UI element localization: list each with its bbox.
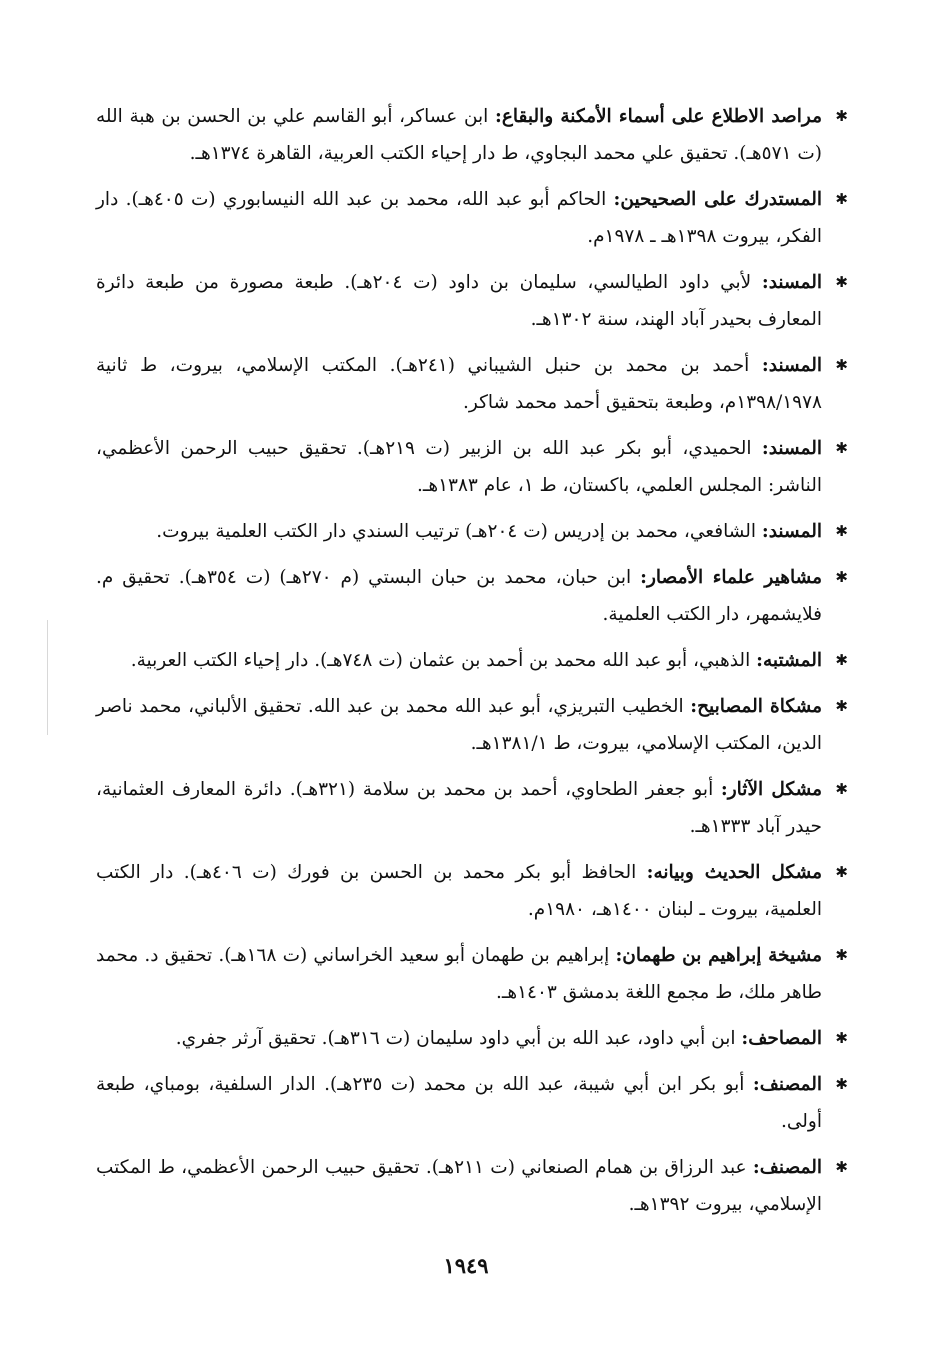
bibliography-entry xyxy=(96,181,848,255)
bullet-star-icon: ✱ xyxy=(835,780,848,798)
bullet-star-icon: ✱ xyxy=(835,522,848,540)
entry-title: مشكل الآثار: xyxy=(720,779,822,800)
entry-text: ابن حبان، محمد بن حبان البستي (م ٢٧٠هـ) (ت ٣٥٤هـ). تحقيق م. فلايشمهر، دار الكتب العلمية. xyxy=(96,567,822,625)
entry-text: أبو بكر ابن أبي شيبة، عبد الله بن محمد (ت ٢٣٥هـ). الدار السلفية، بومباي، طبعة أولى. xyxy=(96,1074,822,1132)
page-number: ١٩٤٩ xyxy=(443,1253,489,1278)
bibliography-entry xyxy=(96,98,848,172)
bibliography-entry xyxy=(96,937,848,1011)
entry-title: المشتبه: xyxy=(756,650,822,671)
bullet-star-icon: ✱ xyxy=(835,107,848,125)
bibliography-entry xyxy=(96,854,848,928)
bullet-star-icon: ✱ xyxy=(835,190,848,208)
margin-scan-line xyxy=(47,620,48,735)
bullet-star-icon: ✱ xyxy=(835,439,848,457)
bibliography-entry xyxy=(96,347,848,421)
entry-text: الحميدي، أبو بكر عبد الله بن الزبير (ت ٢١٩هـ). تحقيق حبيب الرحمن الأعظمي، الناشر: المجلس العلمي، باكستان، ط ١، عام ١٣٨٣هـ. xyxy=(96,438,822,496)
entry-title: مراصد الاطلاع على أسماء الأمكنة والبقاع: xyxy=(495,106,822,127)
entry-text: الخطيب التبريزي، أبو عبد الله محمد بن عبد الله. تحقيق الألباني، محمد ناصر الدين، المكتب الإسلامي، بيروت، ط ١٣٨١/١هـ. xyxy=(96,696,822,754)
entry-title: المسند: xyxy=(761,521,822,542)
bullet-star-icon: ✱ xyxy=(835,651,848,669)
entry-text: ابن أبي داود، عبد الله بن أبي داود سليمان (ت ٣١٦هـ). تحقيق آرثر جفري. xyxy=(175,1028,736,1049)
entry-text: الشافعي، محمد بن إدريس (ت ٢٠٤هـ) ترتيب السندي دار الكتب العلمية بيروت. xyxy=(156,521,756,542)
bibliography-entry xyxy=(96,1020,848,1057)
entry-title: المصاحف: xyxy=(741,1028,822,1049)
entry-title: المسند: xyxy=(761,272,822,293)
entry-title: مشاهير علماء الأمصار: xyxy=(640,567,822,588)
entry-text: لأبي داود الطيالسي، سليمان بن داود (ت ٢٠٤هـ). طبعة مصورة من طبعة دائرة المعارف بحيدر آباد الهند، سنة ١٣٠٢هـ. xyxy=(96,272,822,330)
bibliography-entry xyxy=(96,513,848,550)
bibliography-entry xyxy=(96,688,848,762)
entry-text: إبراهيم بن طهمان أبو سعيد الخراساني (ت ١٦٨هـ). تحقيق د. محمد طاهر ملك، ط مجمع اللغة بدمشق ١٤٠٣هـ. xyxy=(96,945,822,1003)
bullet-star-icon: ✱ xyxy=(835,568,848,586)
entry-title: المصنف: xyxy=(752,1157,822,1178)
bibliography-list xyxy=(96,98,848,1232)
bullet-star-icon: ✱ xyxy=(835,273,848,291)
bibliography-entry xyxy=(96,1149,848,1223)
entry-title: المسند: xyxy=(761,438,822,459)
bullet-star-icon: ✱ xyxy=(835,697,848,715)
entry-title: مشكل الحديث وبيانه: xyxy=(646,862,822,883)
entry-title: مشكاة المصابيح: xyxy=(690,696,822,717)
bibliography-entry xyxy=(96,771,848,845)
entry-title: المستدرك على الصحيحين: xyxy=(613,189,822,210)
bibliography-entry xyxy=(96,1066,848,1140)
bibliography-entry xyxy=(96,264,848,338)
bullet-star-icon: ✱ xyxy=(835,1075,848,1093)
bullet-star-icon: ✱ xyxy=(835,863,848,881)
entry-text: عبد الرزاق بن همام الصنعاني (ت ٢١١هـ). تحقيق حبيب الرحمن الأعظمي، ط المكتب الإسلامي، بيروت ١٣٩٢هـ. xyxy=(96,1157,822,1215)
bibliography-entry xyxy=(96,559,848,633)
entry-text: ابن عساكر، أبو القاسم علي بن الحسن بن هبة الله (ت ٥٧١هـ). تحقيق علي محمد البجاوي، ط دار إحياء الكتب العربية، القاهرة ١٣٧٤هـ. xyxy=(96,106,822,164)
bibliography-entry xyxy=(96,430,848,504)
bullet-star-icon: ✱ xyxy=(835,356,848,374)
bullet-star-icon: ✱ xyxy=(835,1158,848,1176)
bullet-star-icon: ✱ xyxy=(835,1029,848,1047)
entry-text: الحافظ أبو بكر محمد بن الحسن بن فورك (ت ٤٠٦هـ). دار الكتب العلمية، بيروت ـ لبنان ١٤٠٠هـ، ١٩٨٠م. xyxy=(96,862,822,920)
entry-title: المسند: xyxy=(761,355,823,376)
bullet-star-icon: ✱ xyxy=(835,946,848,964)
bibliography-entry xyxy=(96,642,848,679)
entry-text: أبو جعفر الطحاوي، أحمد بن محمد بن سلامة (٣٢١هـ). دائرة المعارف العثمانية، حيدر آباد ١٣٣٣هـ. xyxy=(96,779,822,837)
entry-text: الحاكم أبو عبد الله، محمد بن عبد الله النيسابوري (ت ٤٠٥هـ). دار الفكر، بيروت ١٣٩٨هـ ـ ١٩٧٨م. xyxy=(96,189,822,247)
entry-title: المصنف: xyxy=(752,1074,822,1095)
entry-title: مشيخة إبراهيم بن طهمان: xyxy=(615,945,822,966)
entry-text: الذهبي، أبو عبد الله محمد بن أحمد بن عثمان (ت ٧٤٨هـ). دار إحياء الكتب العربية. xyxy=(130,650,751,671)
entry-text: أحمد بن محمد بن حنبل الشيباني (٢٤١هـ). المكتب الإسلامي، بيروت، ط ثانية ١٣٩٨/١٩٧٨م، وطبعة بتحقيق أحمد محمد شاكر. xyxy=(96,355,822,413)
